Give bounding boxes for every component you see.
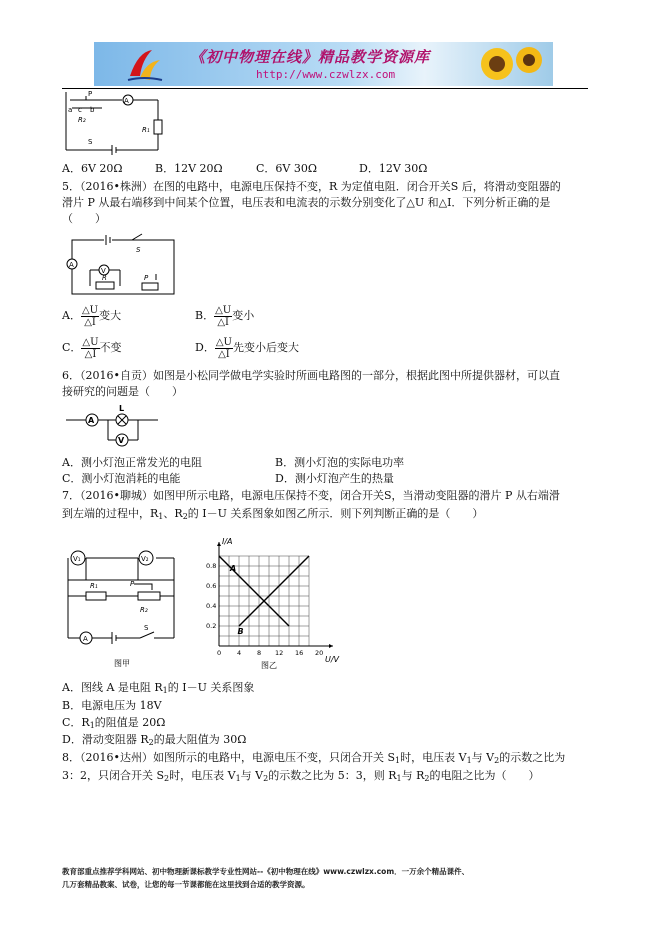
chart-y-arrow — [217, 542, 221, 546]
q8-l2-sub4: 1 — [396, 774, 402, 783]
q8-l1d: 的示数之比为 — [499, 751, 566, 764]
q7-iu-chart — [205, 530, 355, 675]
chart-y-axis-label: I/A — [222, 537, 233, 546]
q4-label-c: c — [78, 106, 82, 114]
q7-r2-label: R₂ — [140, 606, 148, 614]
q5-label-s: S — [136, 246, 141, 254]
sunflower-icon — [477, 44, 547, 84]
q4-circuit-figure — [62, 90, 182, 160]
q7-option-d-pre: D．滑动变阻器 R — [62, 733, 149, 746]
chart-series-line-b — [239, 556, 309, 626]
q7-option-c-pre: C．R — [62, 716, 90, 729]
q4-ammeter-label: A — [124, 97, 129, 105]
q8-l1-sub1: 1 — [395, 756, 401, 765]
footer-line2: 几万套精品教案、试卷，让您的每一节课都能在这里找到合适的教学资源。 — [62, 880, 310, 889]
q7-p-label: P — [130, 580, 135, 588]
q8-l2d: 的示数之比为 5：3，则 R — [268, 769, 397, 782]
q7-option-a-post: 的 I－U 关系图象 — [167, 681, 255, 694]
q8-l2b: 时，电压表 V — [169, 769, 236, 782]
q5-circuit-figure — [62, 230, 182, 298]
q5-text-line1: 5．（2016•株洲）在图的电路中，电源电压保持不变，R 为定值电阻．闭合开关S 后，将滑动变阻器的 — [62, 180, 561, 193]
q4-label-p: P — [88, 90, 93, 98]
q6-ammeter-label: A — [88, 416, 95, 425]
q4-option-c: C．6V 30Ω — [256, 162, 317, 175]
q4-label-r1: R₁ — [142, 126, 150, 134]
q5-c-den: △I — [84, 348, 97, 360]
q7-v1-label: V₁ — [73, 555, 81, 563]
q7-option-a-sub: 1 — [162, 686, 168, 695]
q4-label-b: b — [90, 106, 95, 114]
chart-x-tick-label: 0 — [217, 649, 222, 657]
logo-icon — [124, 46, 164, 84]
q7-fig-a-caption: 图甲 — [114, 659, 130, 668]
chart-y-tick-label: 0.8 — [206, 562, 217, 570]
q7-option-c — [62, 716, 165, 730]
q7-text-line1: 7．（2016•聊城）如图甲所示电路，电源电压保持不变，闭合开关S，当滑动变阻器的滑片 P 从右端滑 — [62, 489, 560, 502]
chart-x-arrow — [329, 644, 333, 648]
q8-text-line2 — [62, 769, 539, 783]
q7-line2-a: 到左端的过程中，R — [62, 507, 159, 520]
q7-option-b: B．电源电压为 18V — [62, 699, 162, 712]
q8-text-line1 — [62, 751, 565, 765]
q8-l2c: 与 V — [240, 769, 264, 782]
q5-text-line2: 滑片 P 从最右端移到中间某个位置，电压表和电流表的示数分别变化了△U 和△I．下列分析正确的是 — [62, 196, 551, 209]
q7-circuit-figure-a — [62, 540, 192, 672]
q7-line2-b: 、R — [163, 507, 183, 520]
chart-x-axis-label: U/V — [325, 655, 340, 664]
q8-l2a: 3：2，只闭合开关 S — [62, 769, 165, 782]
q5-option-b — [195, 304, 254, 328]
chart-series-label-a: A — [230, 564, 237, 573]
header-divider — [62, 88, 588, 89]
q6-lamp-label: L — [119, 404, 125, 413]
chart-x-tick-label: 4 — [237, 649, 242, 657]
q4-label-s: S — [88, 138, 93, 146]
q5-d-num: △U — [215, 336, 232, 348]
q8-l1c: 与 V — [471, 751, 495, 764]
q5-option-d-suffix: 先变小后变大 — [232, 341, 299, 354]
q8-l1b: 时，电压表 V — [400, 751, 467, 764]
q5-text-line3: （ ） — [62, 212, 106, 225]
q5-option-d-prefix: D． — [195, 341, 215, 354]
q7-option-d-post: 的最大阻值为 30Ω — [153, 733, 247, 746]
q7-r1-label: R₁ — [90, 582, 98, 590]
q5-a-num: △U — [81, 304, 99, 316]
chart-y-tick-label: 0.2 — [206, 622, 217, 630]
q8-l1-sub2: 1 — [466, 756, 472, 765]
q5-b-num: △U — [215, 304, 232, 316]
q7-line2-c: 的 I－U 关系图象如图乙所示．则下列判断正确的是（ ） — [187, 507, 484, 520]
q4-option-d: D．12V 30Ω — [359, 162, 428, 175]
q8-l2-sub2: 1 — [235, 774, 241, 783]
q5-b-den: △I — [217, 316, 229, 328]
q6-text-line1: 6．（2016•自贡）如图是小松同学做电学实验时所画电路图的一部分，根据此图中所提供器材，可以直 — [62, 369, 560, 382]
q4-option-b: B．12V 20Ω — [155, 162, 223, 175]
q8-l2e: 与 R — [401, 769, 425, 782]
header-banner — [94, 42, 553, 86]
chart-series-label-b: B — [237, 627, 244, 636]
q6-option-c: C．测小灯泡消耗的电能 — [62, 472, 181, 485]
q4-option-a: A．6V 20Ω — [62, 162, 123, 175]
chart-x-tick-label: 12 — [275, 649, 284, 657]
q5-c-num: △U — [82, 336, 99, 348]
q6-option-d: D．测小灯泡产生的热量 — [275, 472, 394, 485]
q5-a-den: △I — [84, 316, 96, 328]
q7-s-label: S — [144, 624, 149, 632]
q4-label-r2: R₂ — [78, 116, 86, 124]
q5-option-b-prefix: B． — [195, 309, 215, 322]
q5-option-a-prefix: A． — [62, 309, 81, 322]
q6-circuit-figure — [62, 402, 162, 450]
q7-option-a — [62, 681, 254, 695]
chart-y-tick-label: 0.6 — [206, 582, 217, 590]
chart-y-tick-label: 0.4 — [206, 602, 217, 610]
banner-url[interactable]: http://www.czwlzx.com — [256, 68, 396, 81]
q5-voltmeter-label: V — [101, 267, 106, 275]
q8-l2f: 的电阻之比为（ ） — [429, 769, 540, 782]
q7-ammeter-label: A — [83, 635, 88, 643]
chart-axes — [217, 542, 333, 648]
chart-x-tick-label: 8 — [257, 649, 262, 657]
q5-option-c — [62, 336, 122, 360]
q7-line2-sub1: 1 — [158, 512, 164, 521]
q7-line2-sub2: 2 — [182, 512, 188, 521]
q8-l2-sub1: 2 — [164, 774, 170, 783]
q7-v2-label: V₂ — [141, 555, 149, 563]
q5-d-den: △I — [218, 348, 230, 360]
q5-label-r: R — [102, 274, 107, 282]
q7-text-line2 — [62, 507, 483, 521]
q7-option-c-post: 的阻值是 20Ω — [94, 716, 166, 729]
q5-label-p: P — [144, 274, 149, 282]
q5-option-c-suffix: 不变 — [99, 341, 122, 354]
q6-voltmeter-label: V — [118, 436, 125, 445]
q6-text-line2: 接研究的问题是（ ） — [62, 385, 183, 398]
q8-l1-sub3: 2 — [494, 756, 500, 765]
q7-option-a-pre: A．图线 A 是电阻 R — [62, 681, 163, 694]
q8-l2-sub5: 2 — [424, 774, 430, 783]
q5-option-b-suffix: 变小 — [232, 309, 255, 322]
q5-option-c-prefix: C． — [62, 341, 82, 354]
q7-option-c-sub: 1 — [89, 721, 95, 730]
q7-option-d — [62, 733, 246, 747]
footer-line1: 教育部重点推荐学科网站、初中物理新课标教学专业性网站--《初中物理在线》www.czwlzx.com．一万余个精品课件、 — [62, 867, 470, 876]
q5-option-d — [195, 336, 299, 360]
q5-ammeter-label: A — [69, 261, 74, 269]
chart-x-tick-label: 20 — [315, 649, 324, 657]
q8-l2-sub3: 2 — [263, 774, 269, 783]
chart-x-tick-label: 16 — [295, 649, 304, 657]
q6-option-b: B．测小灯泡的实际电功率 — [275, 456, 405, 469]
q8-l1a: 8．（2016•达州）如图所示的电路中，电源电压不变，只闭合开关 S — [62, 751, 396, 764]
q4-label-a: a — [68, 106, 73, 114]
q7-fig-b-caption: 图乙 — [261, 661, 277, 670]
banner-title: 《初中物理在线》精品教学资源库 — [190, 48, 431, 66]
q7-option-d-sub: 2 — [148, 738, 154, 747]
q5-option-a — [62, 304, 121, 328]
q5-option-a-suffix: 变大 — [99, 309, 122, 322]
q6-option-a: A．测小灯泡正常发光的电阻 — [62, 456, 202, 469]
